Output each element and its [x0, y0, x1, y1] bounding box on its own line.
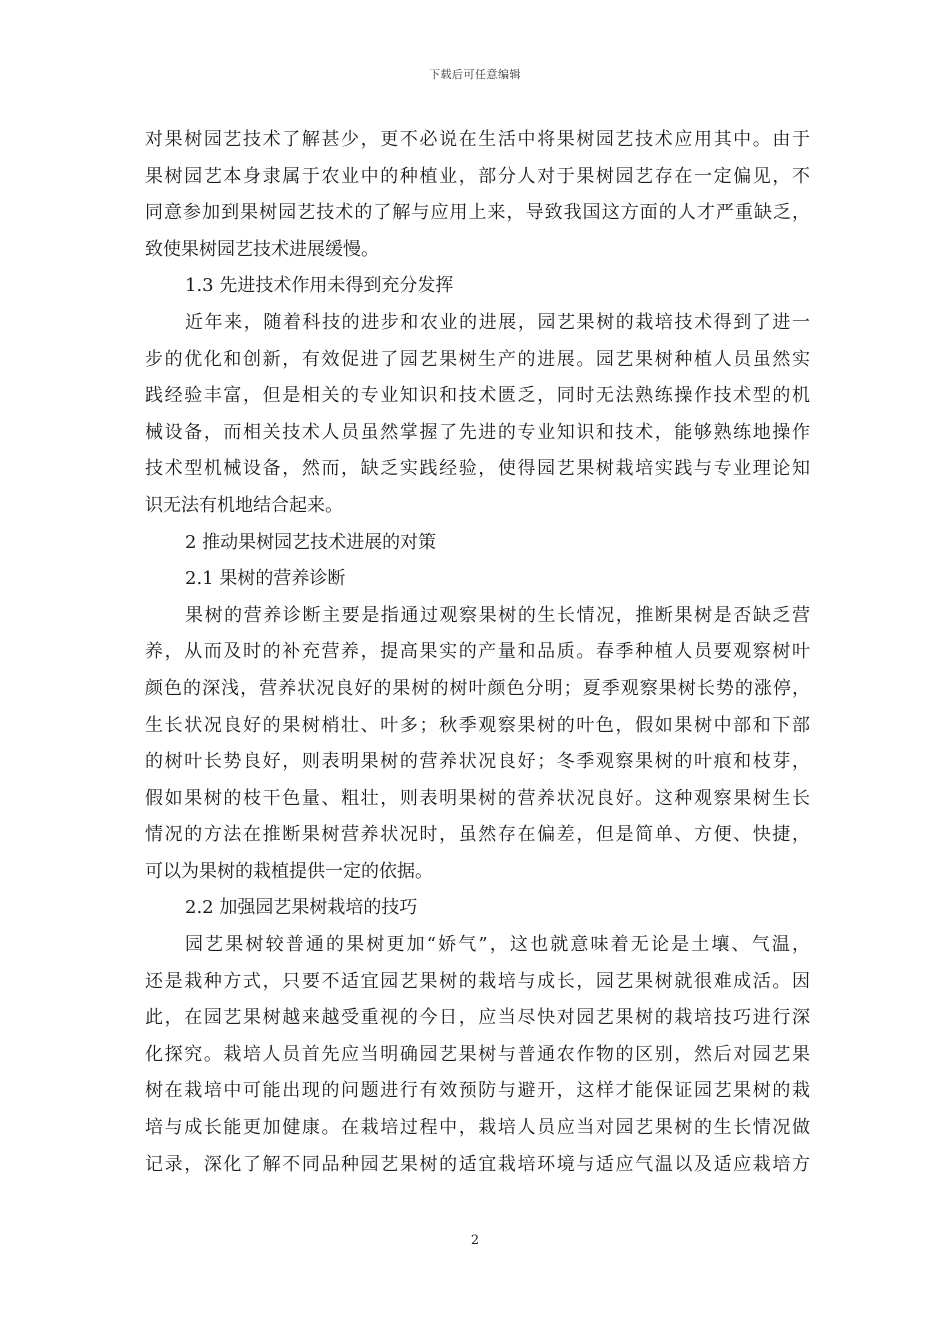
text-line: 此，在园艺果树越来越受重视的今日，应当尽快对园艺果树的栽培技巧进行深 — [145, 1007, 810, 1029]
text-line: 果树的营养诊断主要是指通过观察果树的生长情况，推断果树是否缺乏营 — [185, 604, 810, 626]
text-line: 化探究。栽培人员首先应当明确园艺果树与普通农作物的区别，然后对园艺果 — [145, 1043, 810, 1065]
page-number: 2 — [470, 1233, 480, 1248]
text-line: 械设备，而相关技术人员虽然掌握了先进的专业知识和技术，能够熟练地操作 — [145, 421, 810, 443]
text-line: 养，从而及时的补充营养，提高果实的产量和品质。春季种植人员要观察树叶 — [145, 641, 810, 663]
text-line: 的树叶长势良好，则表明果树的营养状况良好；冬季观察果树的叶痕和枝芽， — [145, 751, 810, 773]
text-line: 假如果树的枝干色量、粗壮，则表明果树的营养状况良好。这种观察果树生长 — [145, 787, 810, 809]
document-body — [145, 122, 810, 1183]
text-line: 还是栽种方式，只要不适宜园艺果树的栽培与成长，园艺果树就很难成活。因 — [145, 970, 810, 992]
section-heading: 1.3 先进技术作用未得到充分发挥 — [185, 275, 454, 297]
text-line: 果树园艺本身隶属于农业中的种植业，部分人对于果树园艺存在一定偏见，不 — [145, 165, 810, 187]
text-line: 可以为果树的栽植提供一定的依据。 — [145, 860, 433, 882]
page-header: 下载后可任意编辑 — [429, 68, 521, 81]
text-line: 树在栽培中可能出现的问题进行有效预防与避开，这样才能保证园艺果树的栽 — [145, 1080, 810, 1102]
text-line: 步的优化和创新，有效促进了园艺果树生产的进展。园艺果树种植人员虽然实 — [145, 348, 810, 370]
text-line: 园艺果树较普通的果树更加“娇气”，这也就意味着无论是土壤、气温， — [185, 934, 810, 956]
section-heading: 2.2 加强园艺果树栽培的技巧 — [185, 897, 418, 919]
section-heading: 2.1 果树的营养诊断 — [185, 568, 346, 590]
section-heading: 2 推动果树园艺技术进展的对策 — [185, 531, 437, 553]
text-line: 对果树园艺技术了解甚少，更不必说在生活中将果树园艺技术应用其中。由于 — [145, 129, 810, 150]
text-line: 同意参加到果树园艺技术的了解与应用上来，导致我国这方面的人才严重缺乏， — [145, 202, 810, 224]
text-line: 践经验丰富，但是相关的专业知识和技术匮乏，同时无法熟练操作技术型的机 — [145, 385, 810, 407]
text-line: 技术型机械设备，然而，缺乏实践经验，使得园艺果树栽培实践与专业理论知 — [145, 458, 810, 480]
text-line: 生长状况良好的果树梢壮、叶多；秋季观察果树的叶色，假如果树中部和下部 — [145, 714, 810, 736]
text-line: 培与成长能更加健康。在栽培过程中，栽培人员应当对园艺果树的生长情况做 — [145, 1117, 810, 1139]
text-line: 颜色的深浅，营养状况良好的果树的树叶颜色分明；夏季观察果树长势的涨停， — [145, 677, 810, 699]
text-line: 近年来，随着科技的进步和农业的进展，园艺果树的栽培技术得到了进一 — [185, 311, 810, 333]
text-line: 致使果树园艺技术进展缓慢。 — [145, 238, 379, 260]
text-line: 情况的方法在推断果树营养状况时，虽然存在偏差，但是简单、方便、快捷， — [145, 824, 810, 846]
text-line: 识无法有机地结合起来。 — [145, 494, 343, 516]
text-line: 记录，深化了解不同品种园艺果树的适宜栽培环境与适应气温以及适应栽培方 — [145, 1153, 810, 1175]
